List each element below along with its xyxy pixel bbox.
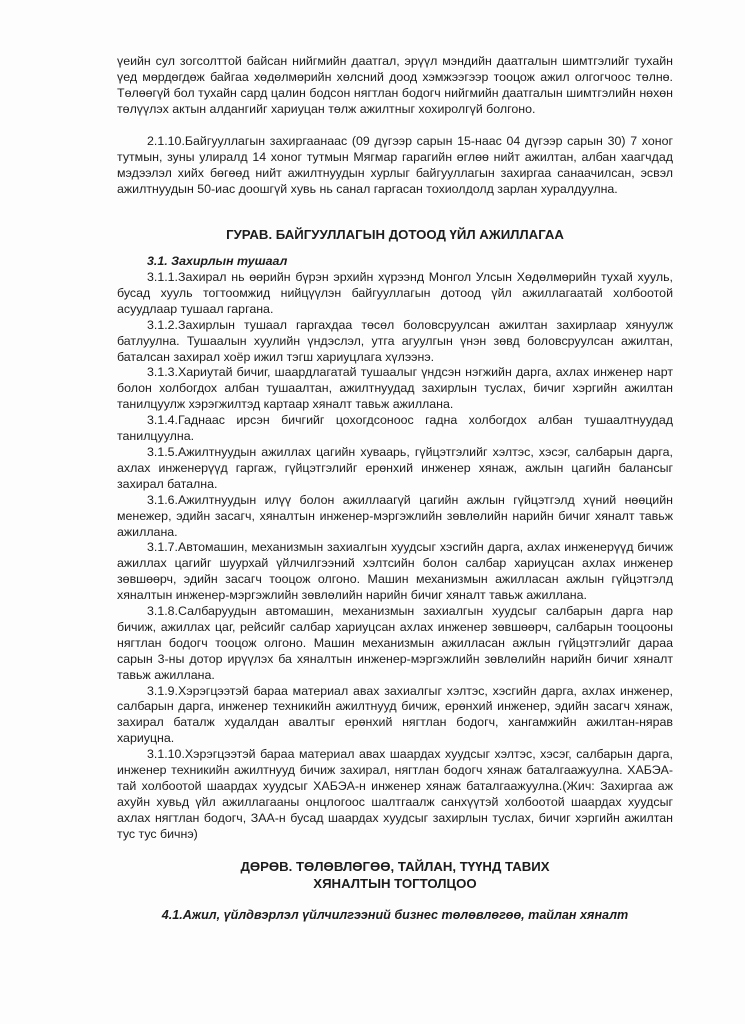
paragraph-3-1-3: 3.1.3.Хариутай бичиг, шаардлагатай тушаалыг үндсэн нэгжийн дарга, ахлах инженер нарт болон холбогдох албан тушаалтан, ажилтнуудад захирлын туслах, бичиг хэргийн ажилтан танилцуулж хэрэгжилтэд картаар хяналт тавьж ажиллана. <box>117 365 673 412</box>
paragraph-3-1-2: 3.1.2.Захирлын тушаал гаргахдаа төсөл боловсруулсан ажилтан захирлаар хянуулж батлуулна. Тушаалын хуулийн үндэслэл, утга агуулгын үнэн зөвд боловсруулсан ажилтан, баталсан захирал хоёр ижил тэгш хариуцлага хүлээнэ. <box>117 317 673 364</box>
paragraph: 2.1.10.Байгууллагын захиргаанаас (09 дүгээр сарын 15-наас 04 дүгээр сарын 30) 7 хоног тутмын, зуны улиралд 14 хоног тутмын Мягмар гарагийн өглөө нийт ажилтан, албан хаагчдад мэдээлэл хийх бөгөөд нийт ажилтнуудын хурлыг байгууллагын захиргаа санаачилсан, эсвэл ажилтнуудын 50-иас доошгүй хувь нь санал гаргасан тохиолдолд зарлан хуралдуулна. <box>117 134 673 196</box>
paragraph-2-1-10 <box>117 134 673 198</box>
paragraph-3-1-8: 3.1.8.Салбаруудын автомашин, механизмын захиалгын хуудсыг салбарын дарга нар бичиж, ажиллах цаг, рейсийг салбар хариуцсан ахлах инженер зөвшөөрч, салбарын тооцооны нягтлан бодогч тооцож олгоно. Машин механизмын ажилласан ажлын гүйцэтгэлийг дараа сарын 3-ны дотор ирүүлэх ба хяналтын инженер-мэргэжлийн зөвлөлийн нарийн бичиг хяналт тавьж ажиллана. <box>117 604 673 682</box>
paragraph-3-1-9: 3.1.9.Хэрэгцээтэй бараа материал авах захиалгыг хэлтэс, хэсгийн дарга, ахлах инженер, салбарын дарга, инженер техникийн ажилтнууд бичиж, ерөнхий инженер, эдийн засагч хянаж, захирал баталж худалдан авалтыг ерөнхий нягтлан бодогч, хангамжийн ажилтан-нярав хариуцна. <box>117 683 673 746</box>
subsection-title-4-1: 4.1.Ажил, үйлдвэрлэл үйлчилгээний бизнес төлөвлөгөө, тайлан хяналт <box>161 908 629 922</box>
paragraph-3-1-6: 3.1.6.Ажилтнуудын илүү болон ажиллаагүй цагийн ажлын гүйцэтгэлд хүний нөөцийн менежер, эдийн засагч, хяналтын инженер-мэргэжлийн зөвлөлийн нарийн бичиг хяналт тавьж ажиллана. <box>117 492 673 539</box>
section-heading-4 <box>117 858 673 892</box>
paragraph-3-1-1: 3.1.1.Захирал нь өөрийн бүрэн эрхийн хүрээнд Монгол Улсын Хөдөлмөрийн тухай хууль, бусад хууль тогтоомжид нийцүүлэн байгууллагын дотоод үйл ажиллагаатай холбоотой асуудлаар тушаал гаргана. <box>117 270 673 316</box>
section-heading-4-line-1: ДӨРӨВ. ТӨЛӨВЛӨГӨӨ, ТАЙЛАН, ТҮҮНД ТАВИХ <box>240 859 550 874</box>
continuation-paragraph <box>117 54 673 118</box>
section-heading-4-line-2: ХЯНАЛТЫН ТОГТОЛЦОО <box>313 876 477 891</box>
paragraph-3-1-7: 3.1.7.Автомашин, механизмын захиалгын хуудсыг хэсгийн дарга, ахлах инженерүүд бичиж ажиллах цагийг шуурхай үйлчилгээний хэлтсийн болон салбар хариуцсан ахлах инженер зөвшөөрч, эдийн засагч тооцож олгоно. Машин механизмын ажилласан ажлын гүйцэтгэлд хяналтын инженер-мэргэжлийн зөвлөлийн нарийн бичиг хяналт тавьж ажиллана. <box>117 540 673 603</box>
paragraph-3-1-10: 3.1.10.Хэрэгцээтэй бараа материал авах шаардах хуудсыг хэлтэс, хэсэг, салбарын дарга, инженер техникийн ажилтнууд бичиж захирал, нягтлан бодогч хянаж баталгаажуулна. ХАБЭА-тай холбоотой шаардах хуудсыг ХАБЭА-н инженер хянаж баталгаажуулна.(Жич: Захиргаа аж ахуйн хувьд үйл ажиллагааны онцлогоос шалтгаалж санхүүтэй холбоотой шаардах хуудсыг ахлах нягтлан бодогч, ЗАА-н бусад шаардах хуудсыг захирлын туслах, бичиг хэргийн ажилтан тус тус бичнэ) <box>117 747 673 841</box>
subsection-title-3-1: 3.1. Захирлын тушаал <box>147 254 288 268</box>
paragraph-3-1-4: 3.1.4.Гаднаас ирсэн бичгийг цохогдсоноос гадна холбогдох албан тушаалтнуудад танилцуулна. <box>117 413 673 444</box>
section-heading-3: ГУРАВ. БАЙГУУЛЛАГЫН ДОТООД ҮЙЛ АЖИЛЛАГАА <box>226 227 564 242</box>
section-3-1-body <box>117 270 673 843</box>
paragraph-3-1-5: 3.1.5.Ажилтнуудын ажиллах цагийн хуваарь, гүйцэтгэлийг хэлтэс, хэсэг, салбарын дарга, ахлах инженерүүд гаргаж, гүйцэтгэлийг ерөнхий инженер хянаж, ажлын цагийн балансыг захирал батална. <box>117 444 673 491</box>
paragraph: үеийн сул зогсолттой байсан нийгмийн даатгал, эрүүл мэндийн даатгалын шимтгэлийг тухайн үед мөрдөгдөж байгаа хөдөлмөрийн хөлсний доод хэмжээгээр тооцож ажил олгогчоос төлнө. Төлөөгүй бол тухайн сард цалин бодсон нягтлан бодогч нийгмийн даатгалын шимтгэлийн нөхөн төлүүлэх актын алдангийг хариуцан төлж ажилтныг хохиролгүй болгоно. <box>117 54 673 116</box>
